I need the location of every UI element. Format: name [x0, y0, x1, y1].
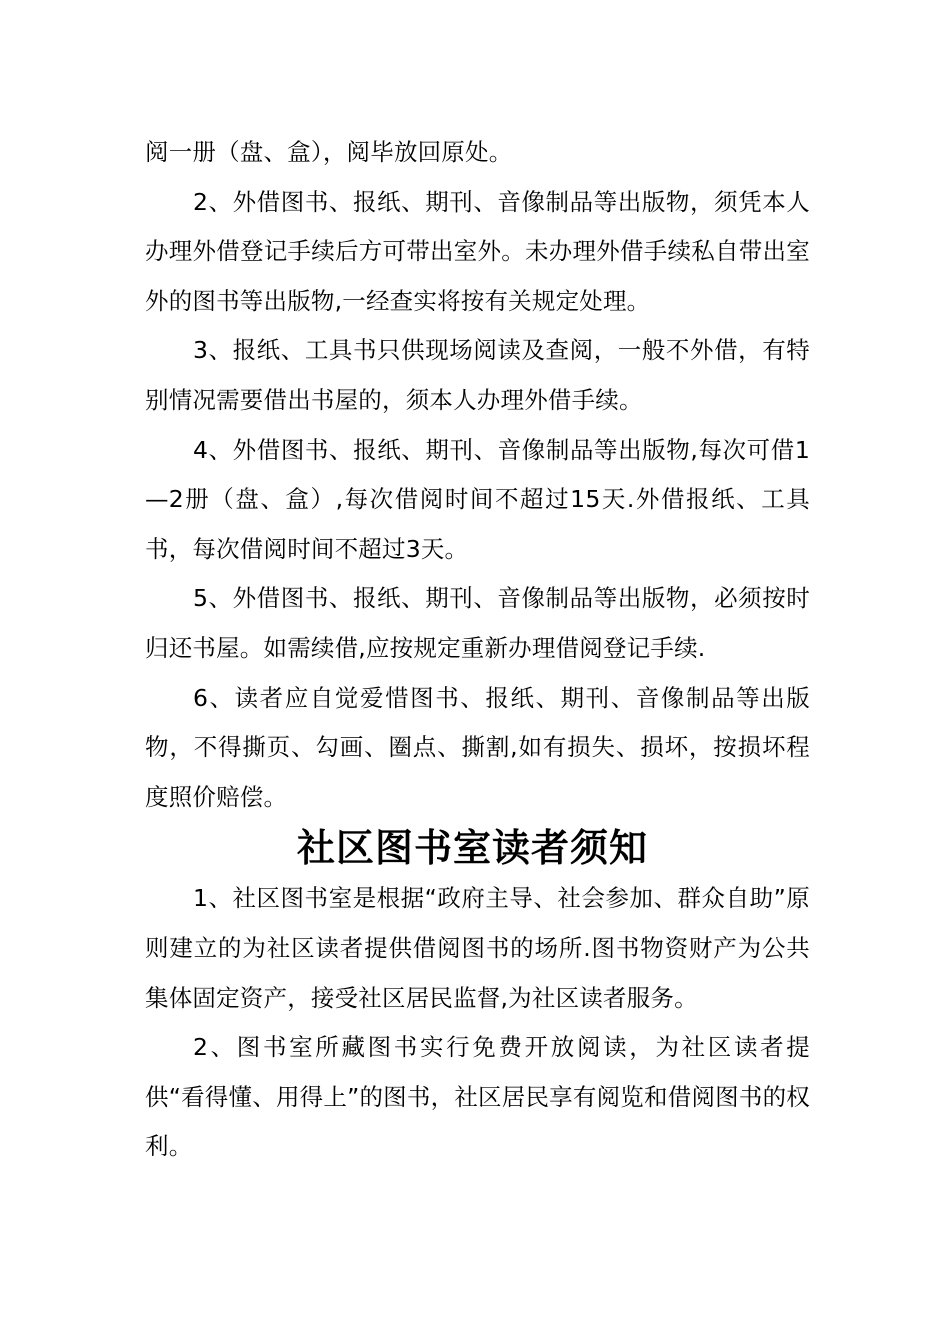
notice-item-2: 2、图书室所藏图书实行免费开放阅读，为社区读者提供“看得懂、用得上”的图书，社区居民享有阅览和借阅图书的权利。: [145, 1033, 810, 1161]
rule-item-2: 2、外借图书、报纸、期刊、音像制品等出版物，须凭本人办理外借登记手续后方可带出室外。未办理外借手续私自带出室外的图书等出版物,一经查实将按有关规定处理。: [145, 187, 810, 315]
notice-item-1: 1、社区图书室是根据“政府主导、社会参加、群众自助”原则建立的为社区读者提供借阅图书的场所.图书物资财产为公共集体固定资产，接受社区居民监督,为社区读者服务。: [145, 884, 810, 1012]
rule-item-6: 6、读者应自觉爱惜图书、报纸、期刊、音像制品等出版物，不得撕页、勾画、圈点、撕割,如有损失、损坏，按损坏程度照价赔偿。: [145, 683, 810, 811]
rule-item-3: 3、报纸、工具书只供现场阅读及查阅，一般不外借，有特别情况需要借出书屋的，须本人办理外借手续。: [145, 336, 810, 414]
rule-item-4: 4、外借图书、报纸、期刊、音像制品等出版物,每次可借1—2册（盘、盒）,每次借阅时间不超过15天.外借报纸、工具书，每次借阅时间不超过3天。: [145, 435, 810, 563]
document-title: 社区图书室读者须知: [296, 826, 648, 871]
document-page: [145, 128, 810, 1172]
rule-item-5: 5、外借图书、报纸、期刊、音像制品等出版物，必须按时归还书屋。如需续借,应按规定重新办理借阅登记手续.: [145, 584, 810, 662]
continuation-paragraph: 阅一册（盘、盒），阅毕放回原处。: [145, 138, 513, 166]
